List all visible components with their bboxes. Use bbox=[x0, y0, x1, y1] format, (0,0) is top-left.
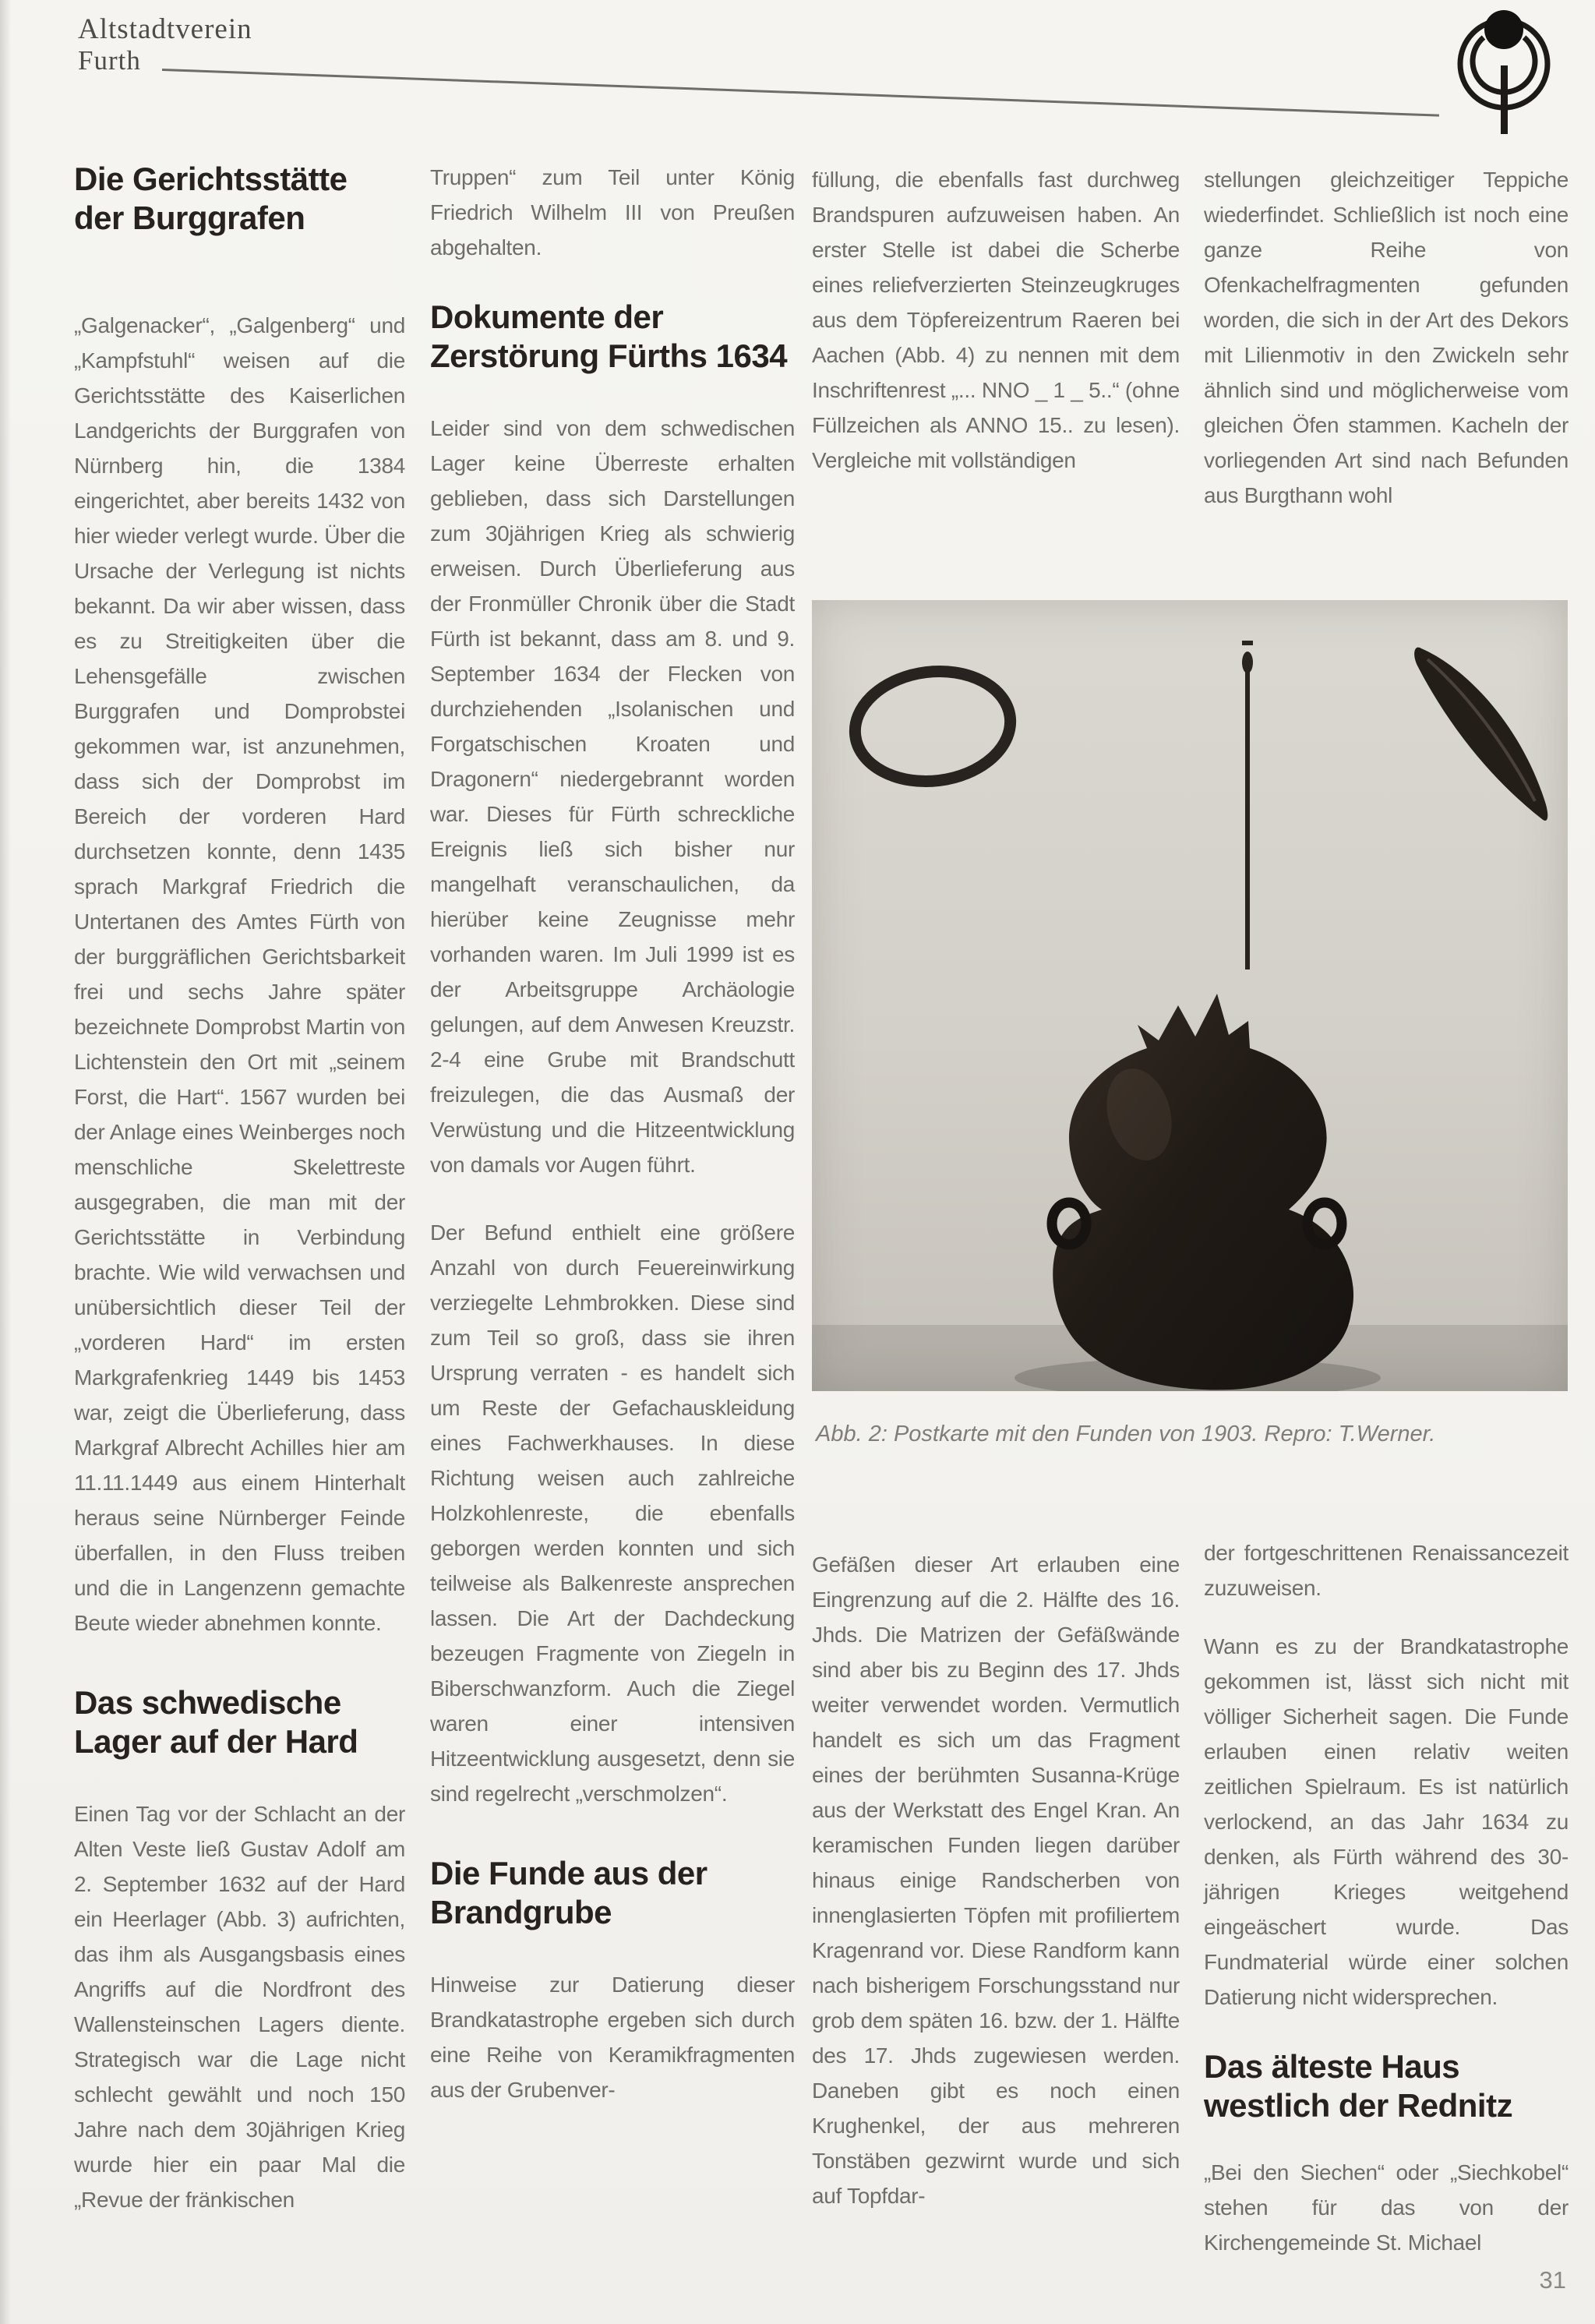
photo-artifacts bbox=[812, 600, 1568, 1391]
column-4-upper bbox=[1204, 162, 1569, 546]
paragraph: Einen Tag vor der Schlacht an der Alten Veste ließ Gustav Adolf am 2. September 1632 auf der Hard ein Heerlager (Abb. 3) aufrichten, das ihm als Ausgangsbasis eines Angriffs auf die Nordfront des Wallensteinschen Lagers diente. Strategisch war die Lage nicht schlecht gewählt und noch 150 Jahre nach dem 30jährigen Krieg wurde hier ein paar Mal die „Revue der fränkischen bbox=[74, 1802, 405, 2212]
article-heading-dokumente: Dokumente der Zerstörung Fürths 1634 bbox=[430, 298, 788, 374]
altstadtverein-logo-icon bbox=[1443, 5, 1565, 136]
paragraph-continuation: Truppen“ zum Teil unter König Friedrich Wilhelm III von Preußen abgehalten. bbox=[430, 165, 795, 260]
column-2 bbox=[430, 160, 795, 2140]
blade-icon bbox=[1414, 648, 1547, 821]
masthead-line1: Altstadtverein bbox=[78, 13, 252, 45]
article-heading-funde: Die Funde aus der Brandgrube bbox=[430, 1855, 708, 1930]
article-heading-schwedisches-lager: Das schwedische Lager auf der Hard bbox=[74, 1684, 358, 1760]
garment-pin-icon bbox=[1242, 641, 1253, 970]
paragraph: Gefäßen dieser Art erlauben eine Eingrenzung auf die 2. Hälfte des 16. Jhds. Die Matrizen der Gefäßwände sind aber bis zu Beginn des 17. Jhds weiter verwendet worden. Vermutlich handelt es sich um das Fragment eines der berühmten Susanna-Krüge aus der Werkstatt des Engel Kran. An keramischen Funden liegen darüber hinaus einige Randscherben von innenglasierten Töpfen mit profiliertem Kragenrand vor. Diese Randform kann nach bisherigem Forschungsstand nur grob dem späten 16. bzw. der 1. Hälfte des 17. Jhds zugewiesen werden. Daneben gibt es noch einen Krughenkel, der aus mehreren Tonstäben gezwirnt wurde und sich auf Topfdar- bbox=[812, 1552, 1180, 2208]
page-number: 31 bbox=[1539, 2266, 1566, 2294]
figure-caption: Abb. 2: Postkarte mit den Funden von 1903. Repro: T.Werner. bbox=[816, 1422, 1436, 1446]
paragraph-continuation: stellungen gleichzeitiger Teppiche wiederfindet. Schließlich ist noch eine ganze Reihe von Ofenkachelfragmenten gefunden worden, die sich in der Art des Dekors mit Lilienmotiv in den Zwickeln sehr ähnlich sind und möglicherweise vom gleichen Öfen stammen. Kacheln der vorliegenden Art sind nach Befunden aus Burgthann wohl bbox=[1204, 168, 1569, 507]
masthead bbox=[78, 14, 252, 76]
article-heading-gerichtsstaette: Die Gerichtsstätte der Burggrafen bbox=[74, 161, 348, 236]
paragraph: Leider sind von dem schwedischen Lager keine Überreste erhalten geblieben, dass sich Darstellungen zum 30jährigen Krieg als schwierig erweisen. Durch Überlieferung aus der Fronmüller Chronik über die Stadt Fürth ist bekannt, dass am 8. und 9. September 1634 der Flecken von durchziehenden „Isolanischen und Forgatschischen Kroaten und Dragonern“ niedergebrannt worden war. Dieses für Fürth schreckliche Ereignis ließ sich bisher nur mangelhaft veranschaulichen, da hierüber keine Zeugnisse mehr vorhanden waren. Im Juli 1999 ist es der Arbeitsgruppe Archäologie gelungen, auf dem Anwesen Kreuzstr. 2-4 eine Grube mit Brandschutt freizulegen, die das Ausmaß der Verwüstung und die Hitzeentwicklung von damals vor Augen führt. bbox=[430, 416, 795, 1177]
paragraph: Hinweise zur Datierung dieser Brandkatastrophe ergeben sich durch eine Reihe von Keramikfragmenten aus der Grubenver- bbox=[430, 1973, 795, 2102]
paragraph: Wann es zu der Brandkatastrophe gekommen ist, lässt sich nicht mit völliger Sicherheit sagen. Die Funde erlauben einen relativ weiten zeitlichen Spielraum. Es ist natürlich verlockend, an das Jahr 1634 zu denken, als Fürth während des 30-jährigen Krieges weitgehend eingeäschert wurde. Das Fundmaterial würde einer solchen Datierung nicht widersprechen. bbox=[1204, 1634, 1569, 2009]
double-gourd-vessel-icon bbox=[1015, 994, 1381, 1391]
column-4-lower bbox=[1204, 1535, 1569, 2293]
column-3-upper bbox=[812, 162, 1180, 510]
article-heading-aeltestes-haus: Das älteste Haus westlich der Rednitz bbox=[1204, 2048, 1513, 2124]
figure-photo-finds-1903 bbox=[812, 600, 1568, 1391]
paragraph: „Galgenacker“, „Galgenberg“ und „Kampfstuhl“ weisen auf die Gerichtsstätte des Kaiserlichen Landgerichts der Burggrafen von Nürnberg hin, die 1384 eingerichtet, aber bereits 1432 von hier wieder verlegt wurde. Über die Ursache der Verlegung ist nichts bekannt. Da wir aber wissen, dass es zu Streitigkeiten über die Lehensgefälle zwischen Burggrafen und Domprobstei gekommen war, ist anzunehmen, dass sich der Domprobst im Bereich der vorderen Hard durchsetzen konnte, denn 1435 sprach Markgraf Friedrich die Untertanen des Amtes Fürth von der burggräflichen Gerichtsbarkeit frei und sechs Jahre später bezeichnete Domprobst Martin von Lichtenstein den Ort mit „seinem Forst, die Hart“. 1567 wurden bei der Anlage eines Weinberges noch menschliche Skelettreste ausgegraben, die man mit der Gerichtsstätte in Verbindung brachte. Wie wild verwachsen und unübersichtlich dieser Teil der „vorderen Hard“ im ersten Markgrafenkrieg 1449 bis 1453 war, zeigt die Überlieferung, dass Markgraf Albrecht Achilles hier am 11.11.1449 aus einem Hinterhalt heraus seine Nürnberger Feinde überfallen, in den Fluss treiben und die in Langenzenn gemachte Beute wieder abnehmen konnte. bbox=[74, 313, 405, 1635]
bronze-ring-icon bbox=[849, 662, 1017, 789]
masthead-line2: Furth bbox=[78, 45, 141, 76]
column-1 bbox=[74, 160, 405, 2250]
paragraph: Der Befund enthielt eine größere Anzahl von durch Feuereinwirkung verziegelte Lehmbrokken. Diese sind zum Teil so groß, dass sie ihren Ursprung verraten - es handelt sich um Reste der Gefachauskleidung eines Fachwerkhauses. In diese Richtung weisen auch zahlreiche Holzkohlenreste, die ebenfalls geborgen werden konnten und sich teilweise als Balkenreste ansprechen lassen. Die Art der Dachdeckung bezeugen Fragmente von Ziegeln in Biberschwanzform. Auch die Ziegel waren einer intensiven Hitzeentwicklung ausgesetzt, denn sie sind regelrecht „verschmolzen“. bbox=[430, 1220, 795, 1806]
paragraph-continuation: der fortgeschrittenen Renaissancezeit zuzuweisen. bbox=[1204, 1541, 1569, 1600]
paragraph-continuation: füllung, die ebenfalls fast durchweg Brandspuren aufzuweisen haben. An erster Stelle ist dabei die Scherbe eines reliefverzierten Steinzeugkruges aus dem Töpfereizentrum Raeren bei Aachen (Abb. 4) zu nennen mit dem Inschriftenrest „... NNO _ 1 _ 5..“ (ohne Füllzeichen als ANNO 15.. zu lesen). Vergleiche mit vollständigen bbox=[812, 168, 1180, 472]
column-3-lower bbox=[812, 1547, 1180, 2246]
paragraph: „Bei den Siechen“ oder „Siechkobel“ stehen für das von der Kirchengemeinde St. Michael bbox=[1204, 2160, 1569, 2255]
header-rule bbox=[162, 69, 1439, 117]
